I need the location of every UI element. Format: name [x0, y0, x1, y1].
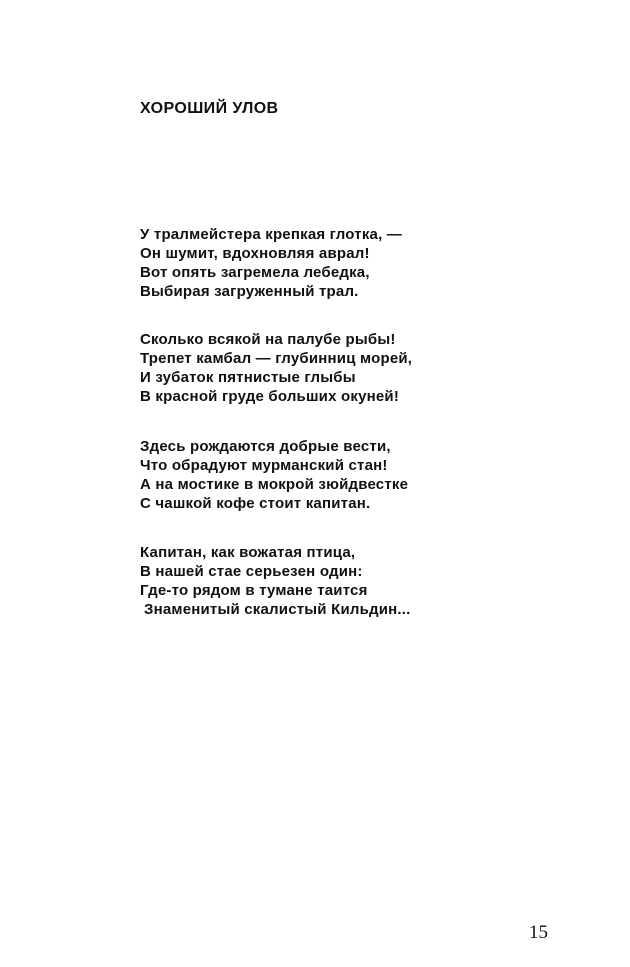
- page-number: 15: [529, 922, 548, 943]
- stanza-4-line-2: В нашей стае серьезен один:: [140, 563, 363, 580]
- stanza-2: [140, 330, 412, 406]
- stanza-4-line-4: Знаменитый скалистый Кильдин...: [144, 601, 411, 618]
- stanza-3: [140, 437, 408, 513]
- stanza-1: [140, 225, 402, 301]
- stanza-1-line-3: Вот опять загремела лебедка,: [140, 264, 370, 281]
- stanza-2-line-4: В красной груде больших окуней!: [140, 388, 400, 405]
- stanza-3-line-1: Здесь рождаются добрые вести,: [140, 438, 391, 455]
- stanza-3-line-3: А на мостике в мокрой зюйдвестке: [140, 476, 409, 493]
- stanza-3-line-4: С чашкой кофе стоит капитан.: [140, 495, 371, 512]
- stanza-3-line-2: Что обрадуют мурманский стан!: [140, 457, 388, 474]
- stanza-1-line-4: Выбирая загруженный трал.: [140, 283, 359, 300]
- stanza-1-line-1: У тралмейстера крепкая глотка, —: [140, 226, 403, 243]
- stanza-2-line-1: Сколько всякой на палубе рыбы!: [140, 331, 396, 348]
- stanza-4-line-1: Капитан, как вожатая птица,: [140, 544, 356, 561]
- stanza-4: [140, 543, 411, 619]
- stanza-2-line-2: Трепет камбал — глубинниц морей,: [140, 350, 413, 367]
- poem-title: ХОРОШИЙ УЛОВ: [140, 100, 279, 117]
- stanza-4-line-3: Где-то рядом в тумане таится: [140, 582, 368, 599]
- stanza-1-line-2: Он шумит, вдохновляя аврал!: [140, 245, 370, 262]
- stanza-2-line-3: И зубаток пятнистые глыбы: [140, 369, 356, 386]
